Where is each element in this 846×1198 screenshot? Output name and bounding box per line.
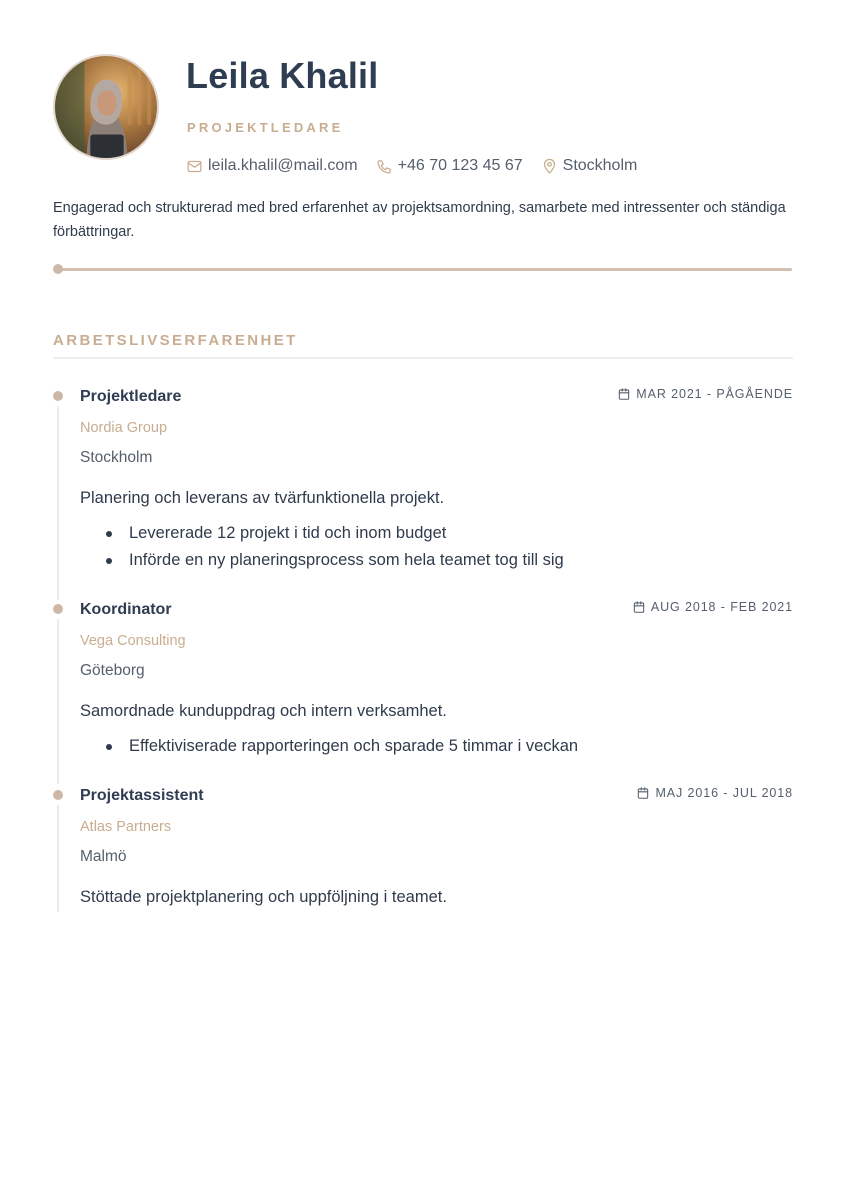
timeline-dot xyxy=(53,790,63,800)
job-dates-text: MAJ 2016 - JUL 2018 xyxy=(655,786,793,800)
contact-row xyxy=(186,155,655,177)
job-title: Projektledare xyxy=(80,388,182,405)
calendar-icon xyxy=(617,387,631,401)
job-city: Stockholm xyxy=(80,449,153,466)
job-dates-text: MAR 2021 - PÅGÅENDE xyxy=(636,387,793,401)
job-description: Planering och leverans av tvärfunktionella projekt. xyxy=(80,489,445,507)
mail-icon xyxy=(186,158,203,175)
phone-text: +46 70 123 45 67 xyxy=(397,157,523,174)
job-city: Göteborg xyxy=(80,662,145,679)
job-description: Samordnade kunduppdrag och intern verksamhet. xyxy=(80,702,447,720)
timeline-dot xyxy=(53,391,63,401)
job-dates xyxy=(636,785,793,801)
experience-entry xyxy=(53,386,793,600)
calendar-icon xyxy=(636,786,650,800)
job-company: Atlas Partners xyxy=(80,819,172,835)
timeline-line xyxy=(57,406,59,600)
job-company: Vega Consulting xyxy=(80,633,186,649)
profile-summary: Engagerad och strukturerad med bred erfarenhet av projektsamordning, samarbete med intressenter och ständiga förbättringar. xyxy=(53,200,786,240)
job-description: Stöttade projektplanering och uppföljning i teamet. xyxy=(80,888,447,906)
divider-dot xyxy=(53,264,63,274)
experience-entry xyxy=(53,599,793,784)
timeline-line xyxy=(57,805,59,912)
section-rule xyxy=(53,357,793,359)
job-title: Projektassistent xyxy=(80,787,204,804)
job-bullets xyxy=(80,733,578,760)
header-divider xyxy=(53,264,793,274)
location-text: Stockholm xyxy=(562,157,638,174)
experience-entry xyxy=(53,785,793,912)
job-bullets xyxy=(80,520,564,573)
timeline-line xyxy=(57,619,59,784)
job-bullet: Effektiviserade rapporteringen och sparade 5 timmar i veckan xyxy=(80,733,578,760)
candidate-name: Leila Khalil xyxy=(186,55,379,96)
email-text: leila.khalil@mail.com xyxy=(208,157,358,174)
job-dates xyxy=(617,386,793,402)
job-bullet: Levererade 12 projekt i tid och inom budget xyxy=(80,520,564,547)
contact-email[interactable] xyxy=(186,157,358,175)
timeline-dot xyxy=(53,604,63,614)
phone-icon xyxy=(376,158,393,175)
job-city: Malmö xyxy=(80,848,127,865)
divider-line xyxy=(57,268,792,271)
job-title: Koordinator xyxy=(80,601,172,618)
job-dates-text: AUG 2018 - FEB 2021 xyxy=(650,600,793,614)
candidate-role: PROJEKTLEDARE xyxy=(187,120,344,135)
job-dates xyxy=(632,599,793,615)
section-title-experience: ARBETSLIVSERFARENHET xyxy=(53,332,298,349)
job-bullet: Införde en ny planeringsprocess som hela teamet tog till sig xyxy=(80,547,564,574)
location-pin-icon xyxy=(541,158,558,175)
profile-photo-image xyxy=(55,56,157,158)
profile-photo xyxy=(53,54,159,160)
contact-location xyxy=(541,157,638,175)
job-company: Nordia Group xyxy=(80,420,168,436)
contact-phone[interactable] xyxy=(376,157,523,175)
calendar-icon xyxy=(632,600,646,614)
